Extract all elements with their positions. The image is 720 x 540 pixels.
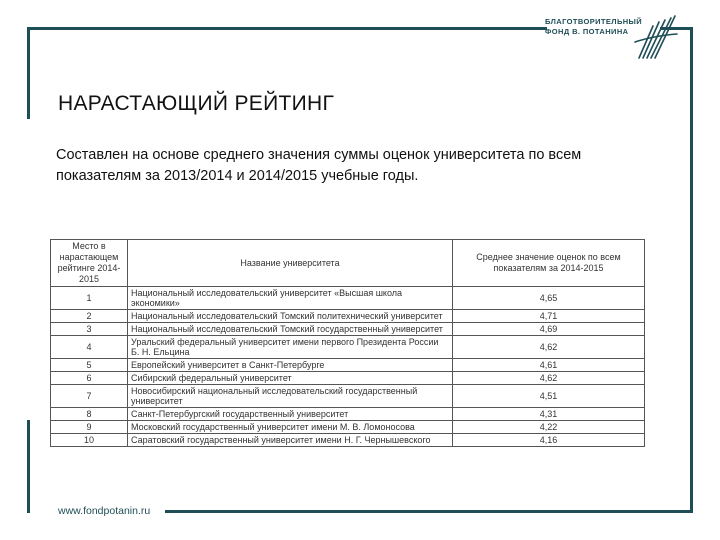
row-rank: 9: [51, 421, 128, 434]
table-row: [51, 408, 645, 421]
frame-bottom-line: [165, 510, 693, 513]
row-rank: 3: [51, 323, 128, 336]
header-rank: Место в нарастающем рейтинге 2014-2015: [51, 240, 128, 287]
row-name: Национальный исследовательский университет «Высшая школа экономики»: [128, 287, 453, 310]
row-score: 4,69: [453, 323, 645, 336]
row-name: Санкт-Петербургский государственный университет: [128, 408, 453, 421]
logo-line-1: БЛАГОТВОРИТЕЛЬНЫЙ: [545, 17, 643, 26]
row-score: 4,71: [453, 310, 645, 323]
row-score: 4,22: [453, 421, 645, 434]
row-name: Московский государственный университет имени М. В. Ломоносова: [128, 421, 453, 434]
page-subtitle: Составлен на основе среднего значения суммы оценок университета по всем показателям за 2013/2014 и 2014/2015 учебные годы.: [56, 147, 582, 184]
rating-table: [50, 239, 645, 447]
row-score: 4,16: [453, 434, 645, 447]
page-title: НАРАСТАЮЩИЙ РЕЙТИНГ: [58, 92, 335, 115]
row-rank: 5: [51, 359, 128, 372]
frame-left-bottom-line: [27, 420, 30, 513]
table-row: [51, 323, 645, 336]
row-name: Сибирский федеральный университет: [128, 372, 453, 385]
foundation-logo: [545, 12, 680, 62]
row-rank: 6: [51, 372, 128, 385]
footer-website-link[interactable]: www.fondpotanin.ru: [58, 505, 151, 517]
row-rank: 10: [51, 434, 128, 447]
table-row: [51, 310, 645, 323]
logo-emblem-icon: [633, 12, 678, 60]
row-rank: 7: [51, 385, 128, 408]
table-row: [51, 434, 645, 447]
frame-left-top-line: [27, 27, 30, 119]
row-rank: 2: [51, 310, 128, 323]
table-header-row: [51, 240, 645, 287]
row-rank: 8: [51, 408, 128, 421]
row-score: 4,31: [453, 408, 645, 421]
logo-text: [545, 17, 642, 37]
table-row: [51, 336, 645, 359]
row-score: 4,51: [453, 385, 645, 408]
row-name: Национальный исследовательский Томский политехнический университет: [128, 310, 453, 323]
logo-line-2: ФОНД В. ПОТАНИНА: [545, 27, 629, 36]
row-score: 4,65: [453, 287, 645, 310]
header-score: Среднее значение оценок по всем показателям за 2014-2015: [453, 240, 645, 287]
header-name: Название университета: [128, 240, 453, 287]
table-row: [51, 372, 645, 385]
row-score: 4,62: [453, 336, 645, 359]
row-name: Уральский федеральный университет имени первого Президента России Б. Н. Ельцина: [128, 336, 453, 359]
table-row: [51, 385, 645, 408]
table-row: [51, 421, 645, 434]
frame-right-line: [690, 27, 693, 513]
frame-top-line: [27, 27, 547, 30]
row-name: Национальный исследовательский Томский государственный университет: [128, 323, 453, 336]
table-row: [51, 287, 645, 310]
row-rank: 4: [51, 336, 128, 359]
table-row: [51, 359, 645, 372]
row-name: Саратовский государственный университет имени Н. Г. Чернышевского: [128, 434, 453, 447]
row-score: 4,61: [453, 359, 645, 372]
row-name: Новосибирский национальный исследовательский государственный университет: [128, 385, 453, 408]
row-name: Европейский университет в Санкт-Петербурге: [128, 359, 453, 372]
row-rank: 1: [51, 287, 128, 310]
row-score: 4,62: [453, 372, 645, 385]
